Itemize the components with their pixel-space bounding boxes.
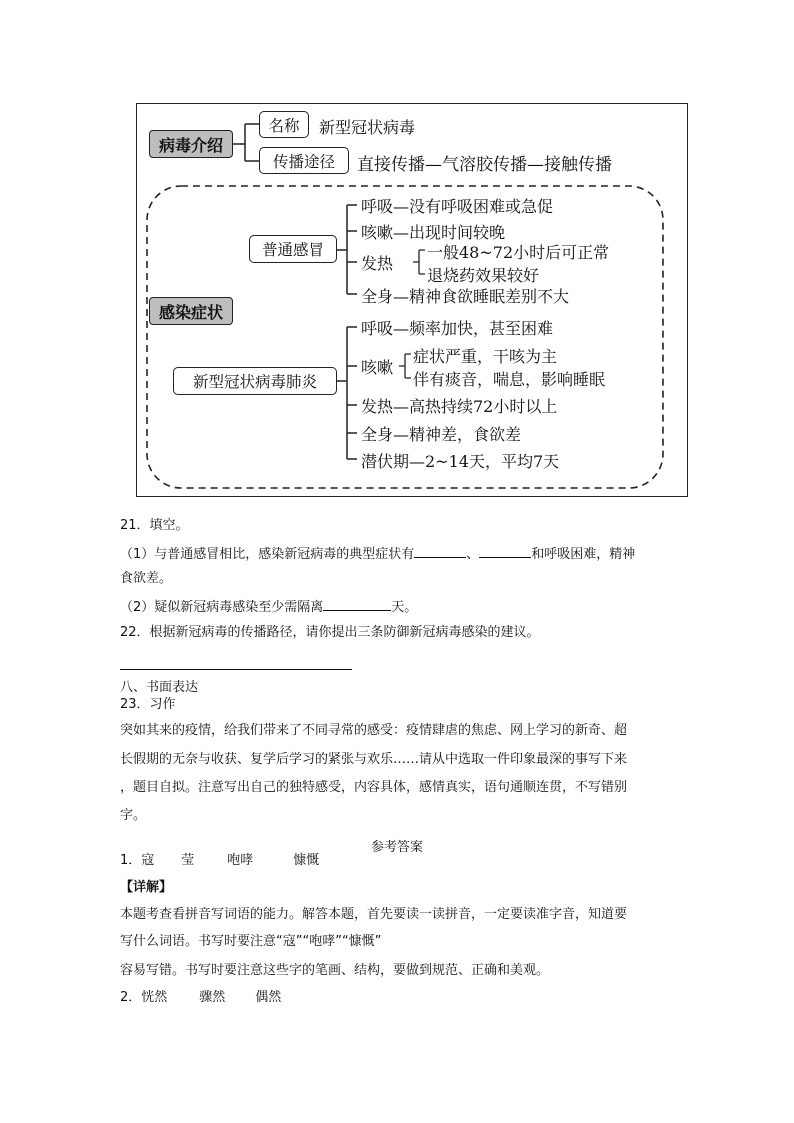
q21-2-suffix: 天。: [391, 600, 418, 615]
q22: 22．根据新冠病毒的传播路径，请你提出三条防御新冠病毒感染的建议。: [120, 625, 540, 640]
covid-cough-line2: 伴有痰音，喘息，影响睡眠: [413, 370, 606, 389]
name-tag: 名称: [259, 111, 309, 138]
symptoms-tag: 感染症状: [149, 297, 233, 325]
q23-title: 23．习作: [120, 697, 176, 712]
essay-line-1: 突如其来的疫情，给我们带来了不同寻常的感受：疫情肆虐的焦虑、网上学习的新奇、超: [120, 723, 628, 738]
answer-1-word: 慷慨: [293, 853, 320, 868]
q21-1-suffix: 和呼吸困难，精神: [531, 547, 636, 562]
detail-label: 【详解】: [120, 880, 173, 895]
essay-line-3: ，题目自拟。注意写出自己的独特感受，内容具体，感情真实，语句通顺连贯，不写错别: [120, 780, 628, 795]
cold-fever-line2: 退烧药效果较好: [427, 266, 540, 285]
covid-cough-line1: 症状严重，干咳为主: [413, 347, 558, 366]
detail-line-1: 本题考查看拼音写词语的能力。解答本题，首先要读一读拼音，一定要读准字音，知道要: [120, 907, 628, 922]
q21-1-sep: 、: [466, 547, 480, 562]
answer-1-num: 1．: [120, 853, 142, 868]
answer-1-word: 莹: [181, 853, 195, 868]
covid-whole-body: 全身—精神差，食欲差: [361, 425, 522, 444]
covid-pneumonia-tag: 新型冠状病毒肺炎: [173, 367, 337, 395]
detail-line-2: 写什么词语。书写时要注意“寇”“咆哮”“慷慨”: [120, 934, 382, 949]
answer-1: [120, 853, 319, 868]
name-value: 新型冠状病毒: [319, 118, 416, 137]
q21-2-prefix: （2）疑似新冠病毒感染至少需隔离: [120, 600, 324, 615]
q21-1-prefix: （1）与普通感冒相比，感染新冠病毒的典型症状有: [120, 547, 415, 562]
transmission-tag: 传播途径: [259, 147, 349, 174]
q22-answer-line[interactable]: [120, 669, 352, 670]
symptom-diagram: [136, 103, 688, 497]
essay-line-4: 字。: [120, 808, 147, 823]
cold-fever-label: 发热: [361, 254, 394, 273]
q21-2-blank[interactable]: [323, 598, 391, 611]
cold-whole-body: 全身—精神食欲睡眠差别不大: [361, 287, 570, 306]
cold-breathing: 呼吸—没有呼吸困难或急促: [361, 197, 554, 216]
q21-title: 21．填空。: [120, 518, 189, 533]
answer-2-num: 2．: [120, 990, 142, 1005]
q21-1-blank-b[interactable]: [479, 545, 531, 558]
section-8-heading: 八、书面表达: [120, 680, 199, 695]
q21-1-cont: 食欲差。: [120, 571, 173, 586]
answer-2-word: 恍然: [141, 990, 168, 1005]
covid-fever: 发热—高热持续72小时以上: [361, 397, 558, 416]
essay-line-2: 长假期的无奈与收获、复学后学习的紧张与欢乐……请从中选取一件印象最深的事写下来: [120, 752, 628, 767]
virus-intro-tag: 病毒介绍: [149, 130, 233, 158]
covid-breathing: 呼吸—频率加快，甚至困难: [361, 319, 554, 338]
detail-line-3: 容易写错。书写时要注意这些字的笔画、结构，要做到规范、正确和美观。: [120, 963, 550, 978]
transmission-value: 直接传播—气溶胶传播—接触传播: [357, 155, 612, 175]
covid-incubation: 潜伏期—2~14天，平均7天: [361, 452, 560, 471]
q21-1-blank-a[interactable]: [414, 545, 466, 558]
cold-cough: 咳嗽—出现时间较晚: [361, 223, 506, 242]
answer-2-word: 偶然: [255, 990, 282, 1005]
common-cold-tag: 普通感冒: [249, 235, 337, 263]
answer-1-word: 咆哮: [227, 853, 254, 868]
answer-2-word: 骤然: [199, 990, 226, 1005]
covid-cough-label: 咳嗽: [361, 358, 394, 377]
q21-part1: [120, 545, 635, 562]
answer-2: [120, 990, 281, 1005]
answers-title: 参考答案: [370, 840, 423, 855]
q21-part2: [120, 598, 417, 615]
cold-fever-line1: 一般48~72小时后可正常: [427, 243, 610, 262]
answer-1-word: 寇: [141, 853, 155, 868]
